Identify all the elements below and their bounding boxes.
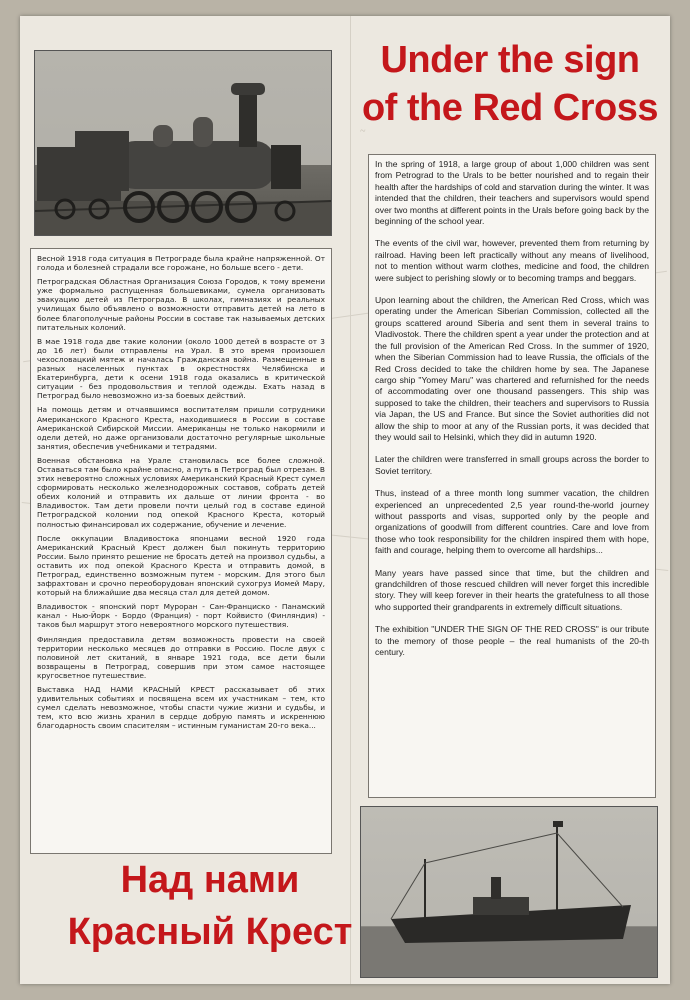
locomotive-photo bbox=[34, 50, 332, 236]
russian-paragraph: Весной 1918 года ситуация в Петрограде была крайне напряженной. От голода и болезней страдали все горожане, но больше всего - дети. bbox=[37, 254, 325, 273]
russian-paragraph: На помощь детям и отчаявшимся воспитателям пришли сотрудники Американского Красного Креста, находившиеся в России в составе Американской Сибирской Миссии. Американцы не только накормили и одели детей, но даже организовали достаточно регулярные школьные занятия, обеспечив учебниками и тетрадями. bbox=[37, 405, 325, 451]
english-text-panel bbox=[368, 154, 656, 798]
map-decoration: ~ bbox=[360, 126, 366, 137]
ship-illustration bbox=[361, 807, 657, 977]
russian-paragraph: Владивосток - японский порт Муроран - Сан-Франциско - Панамский канал - Нью-Йорк - Бордо (Франция) - порт Койвисто (Финляндия) - таков был маршрут этого невероятного морского путешествия. bbox=[37, 602, 325, 630]
russian-paragraph: Петроградская Областная Организация Союза Городов, к тому времени уже формально распущенная большевиками, сумела организовать эвакуацию детей из Петрограда. В школах, гимназиях и реальных училищах было объявлено о возможности отправить детей на лето в более благополучные районы России в составе так называемых детских питательных колоний. bbox=[37, 277, 325, 332]
title-russian bbox=[50, 854, 370, 958]
english-paragraph: Later the children were transferred in small groups across the border to Soviet territory. bbox=[375, 454, 649, 476]
exhibition-poster bbox=[20, 16, 670, 984]
english-paragraph: Many years have passed since that time, but the children and grandchildren of those rescued children will never forget this incredible story. They will keep forever in their hearts the gratefulness to all those who supported their grandparents in extremely difficult situations. bbox=[375, 567, 649, 612]
russian-paragraph: В мае 1918 года две такие колонии (около 1000 детей в возрасте от 3 до 16 лет) были отправлены на Урал. В это время произошел чехословацкий мятеж и началась Гражданская война. Размещенные в разных населенных пунктах в окрестностях Челябинска и Екатеринбурга, дети к осени 1918 года оказались в критической ситуации - без продовольствия и теплой одежды. Ехать назад в Петроград было невозможно из-за боевых действий. bbox=[37, 336, 325, 401]
english-paragraph: Upon learning about the children, the American Red Cross, which was operating under the American Siberian Commission, collected all the groups scattered around Siberia and sent them in several trains to Vladivostok. There the children spent a year under the protection and at the full provision of the American Red Cross. In the summer of 1920, when the Siberian Commission had to leave Russia, the officials of the Red Cross decided to take the children home by sea. The Japanese cargo ship "Yomey Maru" was chartered and refurnished for the needs of accommodating over one thousand passengers. This ship was supposed to take the children, their teachers and supervisors to Russia via Japan, the US and France. But since the Soviet authorities did not allow the ship to moor at any of the Russian ports, it was decided that they would sail to Helsinki, which they did in autumn 1920. bbox=[375, 295, 649, 442]
english-paragraph: In the spring of 1918, a large group of about 1,000 children was sent from Petrograd to the Urals to be better nourished and to regain their health after the hardships of cold and starvation during the winter. It was intended that the children, their teachers and supervisors would spend over two months at different points in the Urals before going back by the beginning of the school year. bbox=[375, 159, 649, 227]
english-paragraph: Thus, instead of a three month long summer vacation, the children experienced an unprecedented 2,5 year round-the-world journey without passports and visas, supported only by the people and organizations of goodwill from different countries. Care and love from those who took responsibility for the children inspired them with hope, faith and courage, helping them to overcome all hardships... bbox=[375, 488, 649, 556]
title-russian-line-1: Над нами bbox=[120, 859, 300, 901]
title-english-line-1: Under the sign bbox=[380, 39, 640, 81]
locomotive-illustration bbox=[35, 51, 331, 235]
map-line bbox=[350, 16, 351, 984]
russian-paragraph: Военная обстановка на Урале становилась все более сложной. Оставаться там было крайне опасно, а путь в Петроград был отрезан. В этих невероятно сложных условиях Американский Красный Крест сумел сформировать несколько железнодорожных составов, собрать детей обеих колоний и отправить их дальше от линии фронта - во Владивосток. Там дети провели почти целый год в составе единой Петроградской колонии под опекой Красного Креста, который полностью финансировал их содержание, обучение и лечение. bbox=[37, 455, 325, 529]
russian-text-panel bbox=[30, 248, 332, 854]
english-paragraph: The events of the civil war, however, prevented them from returning by railroad. Having been left practically without any means of livelihood, not to mention without warm clothes, medicine and food, the children were subject to perishing slowly or to becoming tramps and beggars. bbox=[375, 238, 649, 283]
ship-photo bbox=[360, 806, 658, 978]
title-english-line-2: of the Red Cross bbox=[361, 87, 659, 129]
english-paragraph: The exhibition "UNDER THE SIGN OF THE RED CROSS" is our tribute to the memory of those people – the real humanists of the 20-th century. bbox=[375, 624, 649, 658]
russian-paragraph: После оккупации Владивостока японцами весной 1920 года Американский Красный Крест должен был покинуть территорию России. Было принято решение не бросать детей на произвол судьбы, а оставить их под опекой Красного Креста и отправить домой, в Петроград, единственно возможным путем - морским. Для этого был зафрахтован и срочно переоборудован японский сухогруз Иомей Мару, который на ближайшие два месяца стал для детей домом. bbox=[37, 533, 325, 598]
title-english bbox=[360, 36, 660, 132]
russian-paragraph: Выставка НАД НАМИ КРАСНЫЙ КРЕСТ рассказывает об этих удивительных событиях и посвящена всем их участникам – тем, кто сумел сделать невозможное, чтобы спасти чужие жизни и судьбы, и тем, кто всю жизнь хранил в сердце добрую память и искреннюю благодарность своим спасителям – истинным гуманистам 20-го века... bbox=[37, 685, 325, 731]
title-russian-line-2: Красный Крест bbox=[67, 911, 353, 953]
russian-paragraph: Финляндия предоставила детям возможность провести на своей территории несколько месяцев до отправки в Россию. После двух с половиной лет скитаний, в январе 1921 года, все дети были возвращены в Петроград, совершив при этом самое настоящее кругосветное путешествие. bbox=[37, 634, 325, 680]
